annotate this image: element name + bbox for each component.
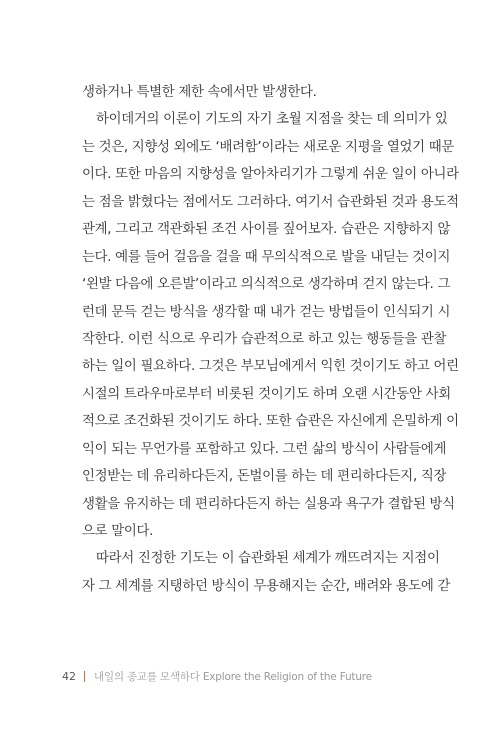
text-line: 시절의 트라우마로부터 비롯된 것이기도 하며 오랜 시간동안 사회 bbox=[82, 386, 451, 402]
text-line: 는 것은, 지향성 외에도 ‘배려함’이라는 새로운 지평을 열었기 때문 bbox=[82, 139, 455, 155]
page-number: 42 bbox=[62, 670, 76, 683]
text-line: 하는 일이 필요하다. 그것은 부모님에게서 익힌 것이기도 하고 어린 bbox=[82, 359, 459, 375]
page-footer bbox=[62, 669, 372, 684]
text-line: 익이 되는 무언가를 포함하고 있다. 그런 삶의 방식이 사람들에게 bbox=[82, 441, 447, 457]
text-line: 따라서 진정한 기도는 이 습관화된 세계가 깨뜨려지는 지점이 bbox=[96, 551, 440, 567]
text-line: 으로 말이다. bbox=[82, 524, 154, 539]
text-line: ‘왼발 다음에 오른발’이라고 의식적으로 생각하며 걷지 않는다. 그 bbox=[82, 277, 451, 293]
text-line: 적으로 조건화된 것이기도 하다. 또한 습관은 자신에게 은밀하게 이 bbox=[82, 414, 459, 430]
text-line: 작한다. 이런 식으로 우리가 습관적으로 하고 있는 행동들을 관찰 bbox=[82, 331, 447, 347]
text-line: 생활을 유지하는 데 편리하다든지 하는 실용과 욕구가 결합된 방식 bbox=[82, 496, 455, 512]
footer-divider bbox=[84, 671, 85, 682]
text-line: 하이데거의 이론이 기도의 자기 초월 지점을 찾는 데 의미가 있 bbox=[96, 112, 448, 128]
text-line: 생하거나 특별한 제한 속에서만 발생한다. bbox=[82, 85, 317, 100]
text-line: 인정받는 데 유리하다든지, 돈벌이를 하는 데 편리하다든지, 직장 bbox=[82, 469, 447, 485]
text-line: 는다. 예를 들어 걸음을 걸을 때 무의식적으로 발을 내딛는 것이지 bbox=[82, 249, 451, 265]
body-text bbox=[82, 79, 459, 600]
text-line: 이다. 또한 마음의 지향성을 알아차리기가 그렇게 쉬운 일이 아니라 bbox=[82, 167, 459, 183]
text-line: 런데 문득 걷는 방식을 생각할 때 내가 걷는 방법들이 인식되기 시 bbox=[82, 304, 451, 320]
book-title: 내일의 종교를 모색하다 Explore the Religion of the Future bbox=[94, 671, 372, 683]
text-line: 는 점을 밝혔다는 점에서도 그러하다. 여기서 습관화된 것과 용도적 bbox=[82, 194, 459, 210]
text-line: 관계, 그리고 객관화된 조건 사이를 짚어보자. 습관은 지향하지 않 bbox=[82, 222, 451, 238]
text-line: 자 그 세계를 지탱하던 방식이 무용해지는 순간, 배려와 용도에 갇 bbox=[82, 578, 451, 594]
